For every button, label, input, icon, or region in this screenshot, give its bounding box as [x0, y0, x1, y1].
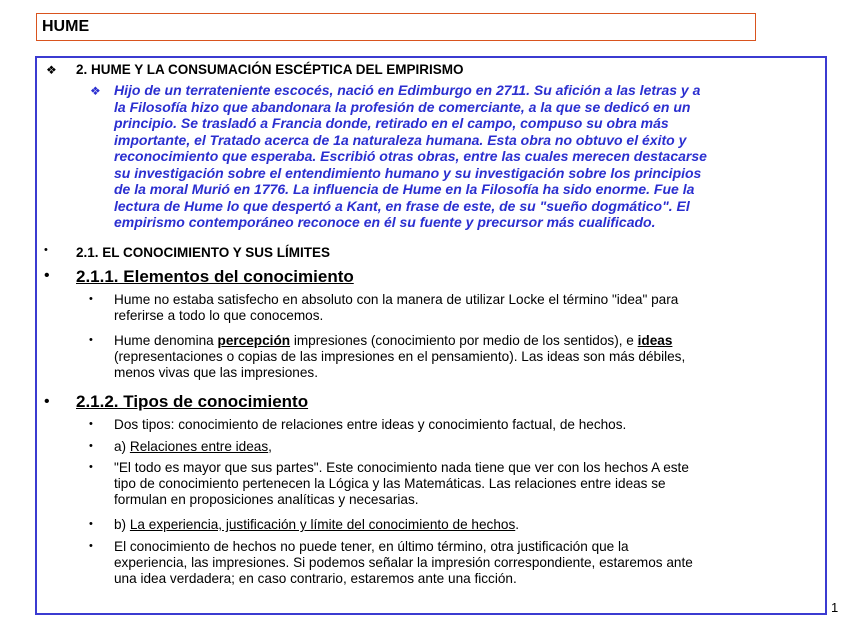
bio-line: la Filosofía hizo que abandonara la profesión de comerciante, a la que se dedicó en un — [114, 98, 691, 115]
p2-line: (representaciones o copias de las impresiones en el pensamiento). Las ideas son más débiles, — [114, 349, 686, 364]
p1-line: referirse a todo lo que conocemos. — [114, 308, 324, 323]
bio-line: principio. Se trasladó a Francia donde, retirado en el campo, compuso su obra más — [114, 115, 669, 131]
p2-mid: impresiones (conocimiento por medio de los sentidos), e — [290, 333, 638, 348]
t5-line: una idea verdadera; en caso contrario, estaremos ante una ficción. — [114, 571, 517, 586]
relaciones-link: Relaciones entre ideas — [129, 439, 269, 454]
t3-line: tipo de conocimiento pertenecen la Lógica y las Matemáticas. Las relaciones entre ideas se — [114, 476, 666, 491]
bio-line: importante, el Tratado acerca de 1a naturaleza humana. Esta obra no obtuvo el éxito y — [114, 131, 687, 148]
term-ideas: ideas — [637, 333, 673, 348]
p2-pre: Hume denomina — [114, 333, 218, 348]
bullet-icon: • — [89, 461, 93, 473]
t1-line: Dos tipos: conocimiento de relaciones entre ideas y conocimiento factual, de hechos. — [114, 417, 627, 432]
biography — [114, 82, 814, 231]
diamond-bullet-icon: ❖ — [90, 84, 101, 98]
p2-line: menos vivas que las impresiones. — [114, 365, 318, 380]
bio-line: su investigación sobre el entendimiento humano y su investigación sobre los principios — [114, 164, 702, 181]
bullet-icon: • — [89, 518, 93, 530]
bullet-icon: • — [89, 293, 93, 305]
t2-line — [114, 439, 272, 454]
paragraph-percepcion — [114, 333, 818, 381]
bullet-icon: • — [89, 418, 93, 430]
bio-line: reconocimiento que esperaba. Escribió otras obras, entre las cuales merecen destacarse — [114, 148, 707, 164]
t4-prefix: b) — [114, 517, 130, 532]
section-heading: 2. HUME Y LA CONSUMACIÓN ESCÉPTICA DEL EMPIRISMO — [76, 62, 464, 77]
bio-line: empirismo contemporáneo reconoce en él su fuente y precursor más cualificado. — [114, 214, 656, 230]
t3-line: formulan en proposiciones analíticas y necesarias. — [114, 492, 419, 507]
bullet-icon: • — [44, 244, 48, 256]
p1-line: Hume no estaba satisfecho en absoluto con la manera de utilizar Locke el término "idea" para — [114, 292, 679, 307]
diamond-bullet-icon: ❖ — [46, 63, 57, 77]
bio-line: de la moral Murió en 1776. La influencia de Hume en la Filosofía ha sido enorme. Fue la — [114, 181, 695, 197]
paragraph-idea — [114, 292, 818, 324]
bullet-icon: • — [89, 334, 93, 346]
t4-line — [114, 517, 519, 532]
t3-line: "El todo es mayor que sus partes". Este conocimiento nada tiene que ver con los hechos A este — [114, 460, 689, 475]
heading-elementos: 2.1.1. Elementos del conocimiento — [76, 267, 354, 286]
t5-line: El conocimiento de hechos no puede tener, en último término, otra justificación que la — [114, 539, 629, 554]
term-percepcion: percepción — [217, 333, 291, 348]
paragraph-hechos — [114, 539, 818, 587]
paragraph-todo — [114, 460, 818, 508]
t2-suffix: , — [268, 439, 272, 454]
bio-line: Hijo de un terrateniente escocés, nació en Edimburgo en 2711. Su afición a las letras y a — [114, 82, 701, 98]
bio-line: lectura de Hume lo que despertó a Kant, en frase de este, de su "sueño dogmático". El — [114, 197, 690, 214]
experiencia-link: La experiencia, justificación y límite del conocimiento de hechos — [129, 517, 516, 532]
bullet-icon: • — [89, 540, 93, 552]
heading-tipos: 2.1.2. Tipos de conocimiento — [76, 392, 309, 411]
t2-prefix: a) — [114, 439, 130, 454]
t5-line: experiencia, las impresiones. Si podemos señalar la impresión correspondiente, estaremos ante — [114, 555, 693, 570]
bullet-icon: • — [89, 440, 93, 452]
title-box — [36, 13, 756, 41]
page-number: 1 — [831, 600, 839, 615]
t4-suffix: . — [515, 517, 520, 532]
bullet-icon: • — [44, 393, 50, 410]
subsection-heading: 2.1. EL CONOCIMIENTO Y SUS LÍMITES — [76, 245, 331, 260]
page-title: HUME — [42, 18, 90, 35]
bullet-icon: • — [44, 267, 50, 284]
